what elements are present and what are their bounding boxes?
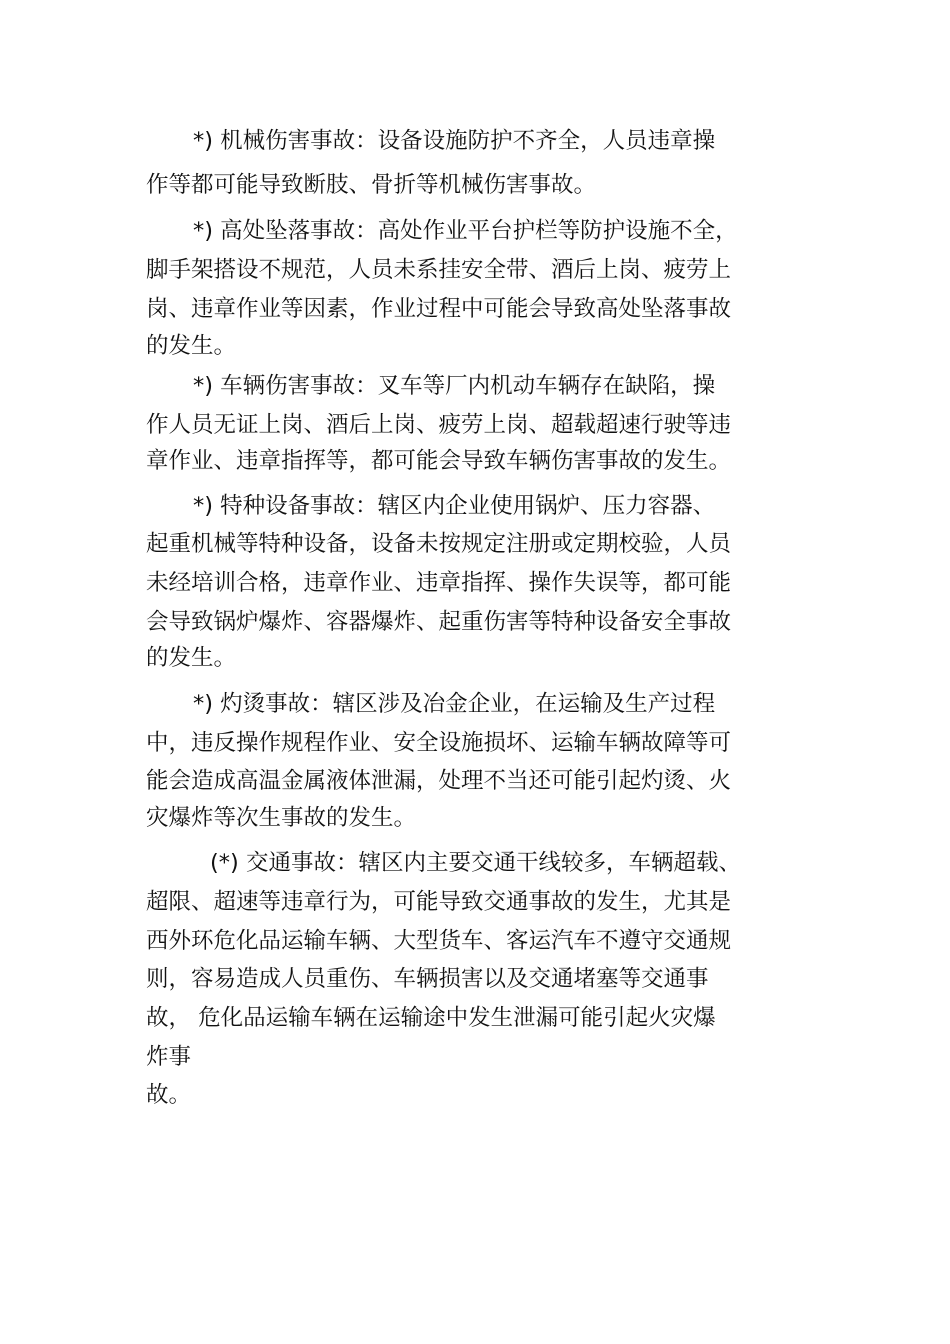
paragraph-5-line-2: 中，违反操作规程作业、安全设施损坏、运输车辆故障等可 [146,730,732,756]
paragraph-3-line-3: 章作业、违章指挥等，都可能会导致车辆伤害事故的发生。 [146,448,732,474]
paragraph-2-line-2: 脚手架搭设不规范，人员未系挂安全带、酒后上岗、疲劳上 [146,257,732,283]
paragraph-4-line-4: 会导致锅炉爆炸、容器爆炸、起重伤害等特种设备安全事故 [146,609,732,635]
paragraph-5-line-3: 能会造成高温金属液体泄漏，处理不当还可能引起灼烫、火 [146,768,732,794]
paragraph-5-line-4: 灾爆炸等次生事故的发生。 [146,805,417,831]
paragraph-2-line-1: *) 高处坠落事故：高处作业平台护栏等防护设施不全， [193,218,738,244]
paragraph-1-line-2: 作等都可能导致断肢、骨折等机械伤害事故。 [146,172,597,198]
paragraph-4-line-1: *) 特种设备事故：辖区内企业使用锅炉、压力容器、 [193,493,716,519]
paragraph-6-line-4: 则，容易造成人员重伤、车辆损害以及交通堵塞等交通事 [146,966,709,992]
paragraph-3-line-1: *) 车辆伤害事故：叉车等厂内机动车辆存在缺陷，操 [193,373,716,399]
paragraph-2-line-3: 岗、违章作业等因素，作业过程中可能会导致高处坠落事故 [146,296,732,322]
paragraph-2-line-4: 的发生。 [146,333,237,359]
paragraph-6-line-6: 炸事 [146,1044,192,1070]
paragraph-4-line-3: 未经培训合格，违章作业、违章指挥、操作失误等，都可能 [146,570,732,596]
paragraph-6-line-2: 超限、超速等违章行为，可能导致交通事故的发生，尤其是 [146,889,732,915]
paragraph-6-line-3: 西外环危化品运输车辆、大型货车、客运汽车不遵守交通规 [146,928,732,954]
paragraph-3-line-2: 作人员无证上岗、酒后上岗、疲劳上岗、超载超速行驶等违 [146,412,732,438]
paragraph-5-line-1: *) 灼烫事故：辖区涉及冶金企业，在运输及生产过程 [193,691,716,717]
paragraph-6-line-7: 故。 [146,1082,192,1108]
paragraph-6-line-1: (*) 交通事故：辖区内主要交通干线较多，车辆超载、 [210,850,741,876]
paragraph-4-line-2: 起重机械等特种设备，设备未按规定注册或定期校验，人员 [146,531,732,557]
paragraph-6-line-5: 故， 危化品运输车辆在运输途中发生泄漏可能引起火灾爆 [146,1005,716,1031]
paragraph-4-line-5: 的发生。 [146,645,237,671]
paragraph-1-line-1: *) 机械伤害事故：设备设施防护不齐全，人员违章操 [193,128,716,154]
